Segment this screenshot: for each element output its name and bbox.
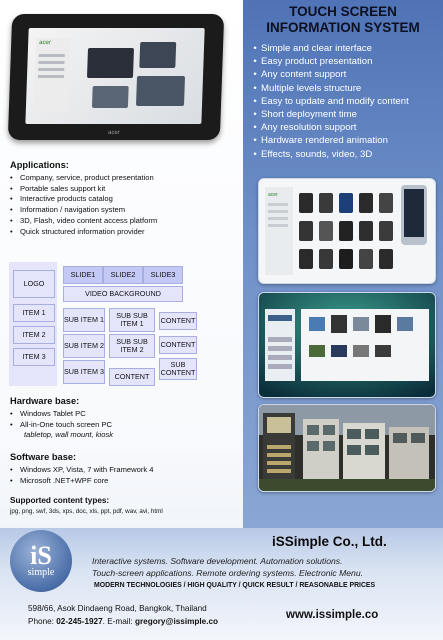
- company-contact: [28, 617, 218, 626]
- page-title: [243, 4, 443, 36]
- email-link[interactable]: gregory@issimple.co: [134, 617, 219, 626]
- company-logo: [10, 530, 72, 592]
- feature-item: • Easy product presentation: [249, 55, 441, 68]
- diagram-sub-item: SUB ITEM 3: [63, 360, 105, 384]
- diagram-slide: SLIDE1: [63, 266, 103, 284]
- applications-section: [10, 160, 157, 237]
- tablet-screen-content: [25, 28, 204, 124]
- feature-item: • Effects, sounds, video, 3D: [249, 148, 441, 161]
- application-item: • Quick structured information provider: [10, 227, 157, 238]
- diagram-slide: SLIDE2: [103, 266, 143, 284]
- content-types-section: [10, 496, 163, 515]
- diagram-content: CONTENT: [159, 336, 197, 354]
- company-banner: MODERN TECHNOLOGIES / HIGH QUALITY / QUICK RESULT / REASONABLE PRICES: [94, 582, 376, 589]
- software-item: • Windows XP, Vista, 7 with Framework 4: [10, 465, 154, 476]
- screenshot-real-estate-app: [258, 404, 436, 492]
- feature-item: • Simple and clear interface: [249, 42, 441, 55]
- software-list: [10, 465, 154, 486]
- real-estate-image: [259, 405, 435, 491]
- company-address: 598/66, Asok Dindaeng Road, Bangkok, Thailand: [28, 604, 207, 613]
- feature-item: • Easy to update and modify content: [249, 95, 441, 108]
- diagram-sub-item: SUB ITEM 1: [63, 308, 105, 332]
- tablet-screen: [25, 28, 204, 124]
- software-section: [10, 452, 154, 486]
- phones-catalog-image: [259, 179, 435, 283]
- application-item: • Interactive products catalog: [10, 194, 157, 205]
- diagram-content: CONTENT: [159, 312, 197, 330]
- phone-number[interactable]: 02-245-1927: [56, 617, 103, 626]
- hardware-note: tabletop, wall mount, kiosk: [24, 430, 114, 440]
- software-heading: Software base:: [10, 452, 77, 462]
- diagram-item: ITEM 3: [13, 348, 55, 366]
- email-label: . E-mail:: [102, 617, 133, 626]
- diagram-sub-sub-item: SUB SUB ITEM 1: [109, 308, 155, 332]
- screen-brand-logo: acer: [39, 40, 51, 46]
- features-list: [249, 42, 441, 161]
- applications-list: [10, 173, 157, 237]
- application-item: • Portable sales support kit: [10, 184, 157, 195]
- company-tagline-2: Touch-screen applications. Remote ordering systems. Electronic Menu.: [92, 568, 363, 578]
- product-app-image: [259, 293, 435, 397]
- diagram-item: ITEM 2: [13, 326, 55, 344]
- content-types-heading: Supported content types:: [10, 496, 110, 505]
- phone-label: Phone:: [28, 617, 54, 626]
- hardware-heading: Hardware base:: [10, 396, 80, 406]
- company-name: iSSimple Co., Ltd.: [272, 534, 387, 549]
- diagram-sub-item: SUB ITEM 2: [63, 334, 105, 358]
- diagram-item: ITEM 1: [13, 304, 55, 322]
- logo-wordmark: simple: [27, 567, 55, 578]
- title-line-2: INFORMATION SYSTEM: [266, 20, 420, 35]
- hardware-item: • Windows Tablet PC: [10, 409, 113, 420]
- company-tagline-1: Interactive systems. Software development. Automation solutions.: [92, 556, 343, 566]
- screenshot-product-app: [258, 292, 436, 398]
- hardware-item: • All-in-One touch screen PC: [10, 420, 113, 431]
- tablet-photo: [8, 14, 224, 140]
- diagram-logo: LOGO: [13, 270, 55, 298]
- hardware-list: [10, 409, 113, 430]
- application-item: • 3D, Flash, video content access platform: [10, 216, 157, 227]
- title-line-1: TOUCH SCREEN: [289, 4, 397, 19]
- diagram-sub-sub-item: SUB SUB ITEM 2: [109, 334, 155, 358]
- tablet-brand: acer: [107, 130, 120, 136]
- structure-diagram: [9, 262, 195, 386]
- feature-item: • Short deployment time: [249, 108, 441, 121]
- diagram-slide: SLIDE3: [143, 266, 183, 284]
- application-item: • Information / navigation system: [10, 205, 157, 216]
- applications-heading: Applications:: [10, 160, 69, 170]
- content-types-list: jpg, png, swf, 3ds, xps, doc, xls, ppt, pdf, wav, avi, html: [10, 508, 163, 515]
- feature-item: • Any resolution support: [249, 121, 441, 134]
- screenshot-phones-catalog: [258, 178, 436, 284]
- website-link[interactable]: www.issimple.co: [286, 609, 379, 621]
- diagram-video-background: VIDEO BACKGROUND: [63, 286, 183, 302]
- feature-item: • Hardware rendered animation: [249, 134, 441, 147]
- hardware-section: [10, 396, 113, 441]
- diagram-content: CONTENT: [109, 368, 155, 386]
- software-item: • Microsoft .NET+WPF core: [10, 476, 154, 487]
- feature-item: • Multiple levels structure: [249, 82, 441, 95]
- application-item: • Company, service, product presentation: [10, 173, 157, 184]
- diagram-sub-content: SUB CONTENT: [159, 358, 197, 380]
- logo-mark: iS: [30, 541, 52, 570]
- svg-text:acer: acer: [268, 192, 278, 198]
- feature-item: • Any content support: [249, 68, 441, 81]
